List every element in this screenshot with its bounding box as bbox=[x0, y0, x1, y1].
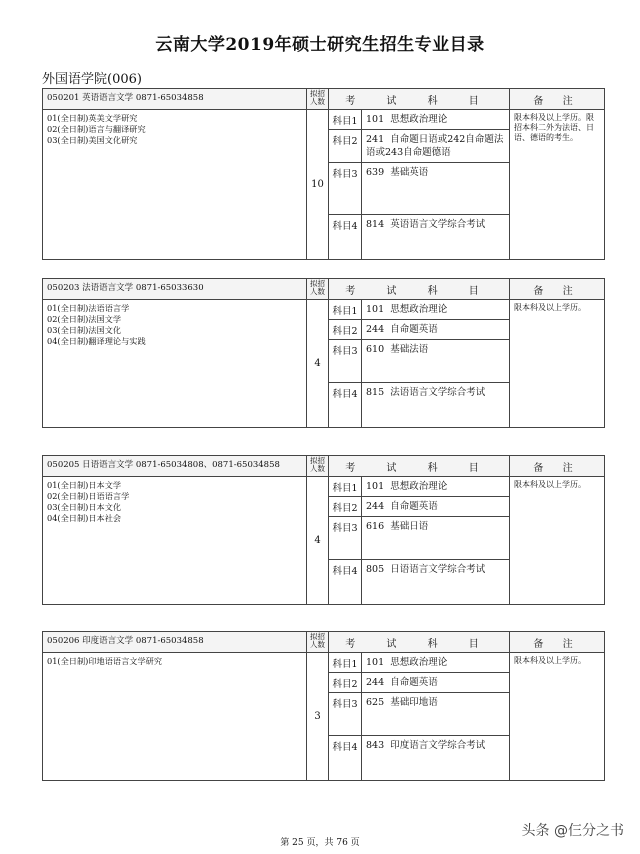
subject-code: 101 bbox=[366, 304, 385, 315]
subject-name: 印度语言文学综合考试 bbox=[390, 740, 486, 751]
note-header: 备 注 bbox=[510, 456, 605, 477]
subject-code: 616 bbox=[366, 521, 385, 532]
subject-label: 科目2 bbox=[329, 320, 362, 340]
exam-header: 考 试 科 目 bbox=[329, 89, 510, 110]
subject-cell bbox=[362, 693, 510, 736]
direction-item: 01(全日制)英美文学研究 bbox=[47, 113, 138, 123]
subject-name: 基础法语 bbox=[390, 344, 429, 355]
count-header: 拟招人数 bbox=[307, 632, 329, 653]
subject-name: 思想政治理论 bbox=[390, 304, 448, 315]
subject-cell bbox=[362, 215, 510, 260]
enrollment-count: 10 bbox=[307, 110, 329, 260]
subject-code: 805 bbox=[366, 564, 385, 575]
note-text: 限本科及以上学历。 bbox=[510, 653, 605, 781]
direction-item: 03(全日制)美国文化研究 bbox=[47, 135, 138, 145]
subject-cell bbox=[362, 736, 510, 781]
subject-name: 基础印地语 bbox=[390, 697, 438, 708]
subject-cell bbox=[362, 110, 510, 130]
subject-label: 科目4 bbox=[329, 560, 362, 605]
subject-code: 814 bbox=[366, 219, 385, 230]
note-header: 备 注 bbox=[510, 632, 605, 653]
enrollment-count: 3 bbox=[307, 653, 329, 781]
subject-name: 基础英语 bbox=[390, 167, 429, 178]
direction-list bbox=[43, 110, 307, 260]
subject-label: 科目2 bbox=[329, 497, 362, 517]
subject-cell bbox=[362, 163, 510, 215]
subject-label: 科目1 bbox=[329, 110, 362, 130]
subject-name: 日语语言文学综合考试 bbox=[390, 564, 486, 575]
note-header: 备 注 bbox=[510, 279, 605, 300]
program-table bbox=[42, 88, 605, 260]
subject-cell bbox=[362, 383, 510, 428]
subject-name: 思想政治理论 bbox=[390, 114, 448, 125]
subject-code: 101 bbox=[366, 481, 385, 492]
count-header: 拟招人数 bbox=[307, 89, 329, 110]
subject-label: 科目2 bbox=[329, 130, 362, 163]
program-code-line: 050205 日语语言文学 0871-65034808、0871-65034858 bbox=[43, 456, 307, 477]
direction-item: 01(全日制)日本文学 bbox=[47, 480, 122, 490]
note-header: 备 注 bbox=[510, 89, 605, 110]
subject-code: 815 bbox=[366, 387, 385, 398]
subject-name: 法语语言文学综合考试 bbox=[390, 387, 486, 398]
subject-cell bbox=[362, 300, 510, 320]
subject-cell bbox=[362, 477, 510, 497]
program-code-line: 050206 印度语言文学 0871-65034858 bbox=[43, 632, 307, 653]
direction-item: 04(全日制)翻译理论与实践 bbox=[47, 336, 146, 346]
subject-label: 科目3 bbox=[329, 340, 362, 383]
page-title: 云南大学2019年硕士研究生招生专业目录 bbox=[155, 35, 485, 55]
direction-item: 02(全日制)法国文学 bbox=[47, 314, 122, 324]
page-number: 第 25 页，共 76 页 bbox=[280, 838, 360, 848]
note-text: 限本科及以上学历。限招本科二外为法语、日语、德语的考生。 bbox=[510, 110, 605, 260]
subject-cell bbox=[362, 673, 510, 693]
subject-label: 科目1 bbox=[329, 653, 362, 673]
subject-code: 610 bbox=[366, 344, 385, 355]
subject-label: 科目3 bbox=[329, 517, 362, 560]
subject-name: 自命题英语 bbox=[390, 324, 438, 335]
direction-item: 02(全日制)日语语言学 bbox=[47, 491, 130, 501]
subject-name: 自命题英语 bbox=[390, 501, 438, 512]
subject-code: 244 bbox=[366, 501, 385, 512]
subject-label: 科目3 bbox=[329, 163, 362, 215]
direction-item: 03(全日制)日本文化 bbox=[47, 502, 122, 512]
subject-code: 244 bbox=[366, 324, 385, 335]
direction-item: 04(全日制)日本社会 bbox=[47, 513, 122, 523]
exam-header: 考 试 科 目 bbox=[329, 632, 510, 653]
subject-code: 625 bbox=[366, 697, 385, 708]
subject-label: 科目4 bbox=[329, 215, 362, 260]
subject-name: 英语语言文学综合考试 bbox=[390, 219, 486, 230]
subject-cell bbox=[362, 653, 510, 673]
subject-cell bbox=[362, 517, 510, 560]
subject-label: 科目4 bbox=[329, 736, 362, 781]
direction-list bbox=[43, 300, 307, 428]
subject-name: 基础日语 bbox=[390, 521, 429, 532]
subject-name: 思想政治理论 bbox=[390, 657, 448, 668]
subject-code: 843 bbox=[366, 740, 385, 751]
college-heading: 外国语学院(006) bbox=[42, 72, 142, 87]
subject-cell bbox=[362, 340, 510, 383]
subject-label: 科目4 bbox=[329, 383, 362, 428]
subject-name: 自命题日语或242自命题法语或243自命题德语 bbox=[366, 134, 504, 158]
exam-header: 考 试 科 目 bbox=[329, 456, 510, 477]
count-header: 拟招人数 bbox=[307, 279, 329, 300]
direction-list bbox=[43, 653, 307, 781]
program-table bbox=[42, 631, 605, 781]
direction-list bbox=[43, 477, 307, 605]
program-code-line: 050203 法语语言文学 0871-65033630 bbox=[43, 279, 307, 300]
subject-label: 科目3 bbox=[329, 693, 362, 736]
subject-code: 101 bbox=[366, 657, 385, 668]
subject-code: 241 bbox=[366, 134, 385, 145]
subject-code: 639 bbox=[366, 167, 385, 178]
watermark: 头条 @仨分之书 bbox=[521, 823, 624, 839]
exam-header: 考 试 科 目 bbox=[329, 279, 510, 300]
program-table bbox=[42, 278, 605, 428]
enrollment-count: 4 bbox=[307, 477, 329, 605]
direction-item: 01(全日制)印地语语言文学研究 bbox=[47, 656, 163, 666]
subject-cell bbox=[362, 320, 510, 340]
subject-name: 思想政治理论 bbox=[390, 481, 448, 492]
subject-code: 101 bbox=[366, 114, 385, 125]
count-header: 拟招人数 bbox=[307, 456, 329, 477]
direction-item: 01(全日制)法语语言学 bbox=[47, 303, 130, 313]
subject-label: 科目2 bbox=[329, 673, 362, 693]
enrollment-count: 4 bbox=[307, 300, 329, 428]
subject-cell bbox=[362, 130, 510, 163]
subject-code: 244 bbox=[366, 677, 385, 688]
note-text: 限本科及以上学历。 bbox=[510, 477, 605, 605]
note-text: 限本科及以上学历。 bbox=[510, 300, 605, 428]
subject-label: 科目1 bbox=[329, 300, 362, 320]
subject-name: 自命题英语 bbox=[390, 677, 438, 688]
subject-label: 科目1 bbox=[329, 477, 362, 497]
subject-cell bbox=[362, 560, 510, 605]
direction-item: 03(全日制)法国文化 bbox=[47, 325, 122, 335]
program-table bbox=[42, 455, 605, 605]
direction-item: 02(全日制)语言与翻译研究 bbox=[47, 124, 146, 134]
subject-cell bbox=[362, 497, 510, 517]
program-code-line: 050201 英语语言文学 0871-65034858 bbox=[43, 89, 307, 110]
